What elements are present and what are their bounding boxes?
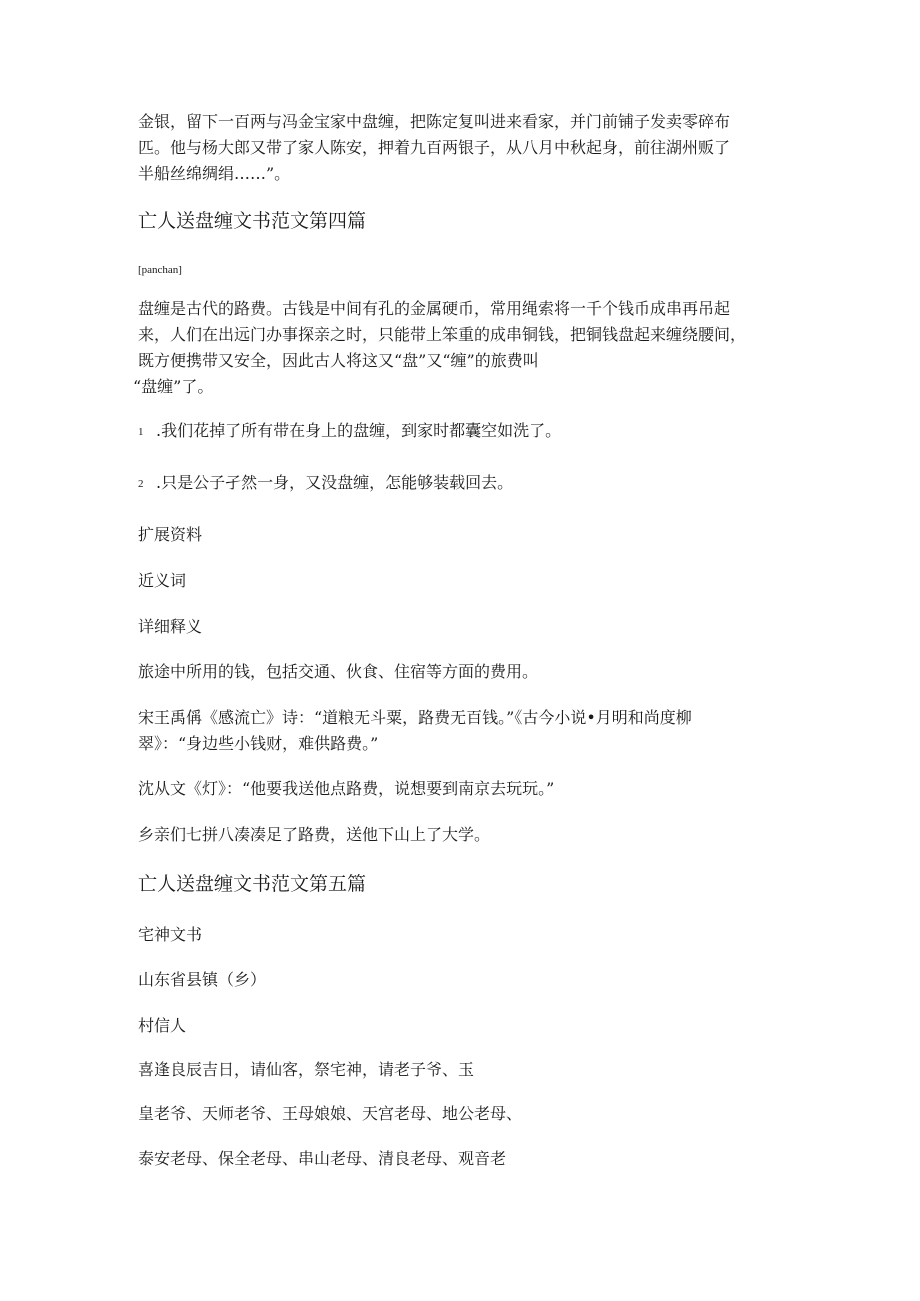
section5-line: 皇老爷、天师老爷、王母娘娘、天宫老母、地公老母、 <box>138 1104 523 1123</box>
meaning-text: 旅途中所用的钱，包括交通、伙食、住宿等方面的费用。 <box>138 662 539 681</box>
example-text: .只是公子孑然一身，又没盘缠，怎能够装载回去。 <box>156 473 514 492</box>
section5-line: 喜逢良辰吉日，请仙客，祭宅神，请老子爷、玉 <box>138 1060 475 1079</box>
section5-heading: 亡人送盘缠文书范文第五篇 <box>138 873 367 895</box>
intro-line: 匹。他与杨大郎又带了家人陈安，押着九百两银子，从八月中秋起身，前往湖州贩了 <box>138 138 731 157</box>
example-number: 2 <box>138 478 144 490</box>
intro-line: 半船丝绵绸绢……”。 <box>138 164 291 183</box>
quote-line: 翠》：“身边些小钱财，难供路费。” <box>138 734 379 753</box>
definition-line: 来，人们在出远门办事探亲之时，只能带上笨重的成串铜钱，把铜钱盘起来缠绕腰间， <box>138 325 747 344</box>
synonyms-label: 近义词 <box>138 571 187 590</box>
definition-line: 盘缠是古代的路费。古钱是中间有孔的金属硬币，常用绳索将一千个钱币成串再吊起 <box>138 299 731 318</box>
section4-heading: 亡人送盘缠文书范文第四篇 <box>138 210 367 232</box>
example-item <box>138 418 788 445</box>
extended-label: 扩展资料 <box>138 525 203 544</box>
detail-label: 详细释义 <box>138 617 203 636</box>
definition-line: 既方便携带又安全，因此古人将这又“盘”又“缠”的旅费叫 <box>138 351 539 370</box>
intro-line: 金银，留下一百两与冯金宝家中盘缠，把陈定复叫进来看家，并门前铺子发卖零碎布 <box>138 112 731 131</box>
section5-line: 村信人 <box>138 1016 187 1035</box>
quote-line: 宋王禹偁《感流亡》诗：“道粮无斗粟，路费无百钱。”《古今小说•月明和尚度柳 <box>138 708 692 727</box>
quote-paragraph <box>138 705 788 757</box>
example-item <box>138 470 788 497</box>
definition-paragraph <box>133 296 788 400</box>
intro-paragraph <box>138 109 788 187</box>
pinyin-label: [panchan] <box>138 264 182 276</box>
definition-line: “盘缠”了。 <box>133 377 214 396</box>
example-text: .我们花掉了所有带在身上的盘缠，到家时都囊空如洗了。 <box>156 421 562 440</box>
section5-line: 山东省县镇（乡） <box>138 970 267 989</box>
example-number: 1 <box>138 426 144 438</box>
example-sentence: 乡亲们七拼八凑凑足了路费，送他下山上了大学。 <box>138 825 491 844</box>
section5-line: 泰安老母、保全老母、串山老母、清良老母、观音老 <box>138 1149 507 1168</box>
quote-paragraph: 沈从文《灯》：“他要我送他点路费，说想要到南京去玩玩。” <box>138 779 555 798</box>
section5-line: 宅神文书 <box>138 925 203 944</box>
